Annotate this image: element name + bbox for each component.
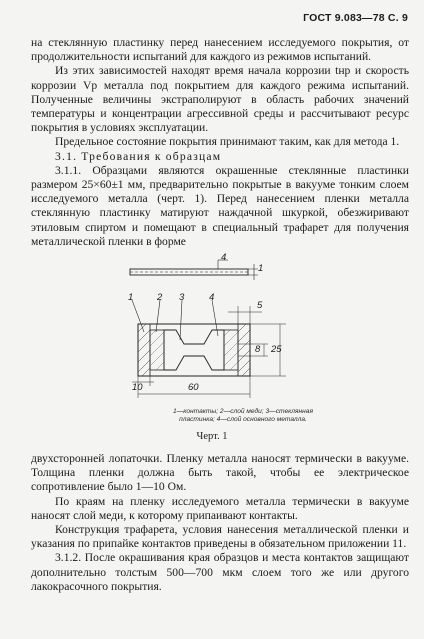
paragraph-stencil: Конструкция трафарета, условия нанесения металлической пленки и указания по припайке контактов приведены в обязательном приложении 11.	[31, 523, 409, 551]
figure-legend-line-2: пластинка; 4—слой основного металла.	[179, 416, 307, 423]
figure-label-4: 4	[209, 292, 215, 303]
specimen-drawing	[118, 252, 288, 402]
figure-label-2: 2	[157, 292, 163, 303]
paragraph-film: двухсторонней лопаточки. Пленку металла наносят термически в вакууме. Толщина пленки должна быть такой, чтобы ее электрическое сопротивление было 1—10 Ом.	[31, 452, 409, 494]
paragraph-limit-state: Предельное состояние покрытия принимают таким, как для метода 1.	[55, 135, 400, 149]
figure-legend	[138, 408, 348, 424]
bottom-text-block	[31, 452, 409, 594]
figure-label-1-side: 1	[258, 263, 264, 274]
figure-1-drawing	[118, 252, 288, 402]
figure-dim-10: 10	[132, 382, 143, 393]
figure-label-3: 3	[179, 292, 185, 303]
figure-dim-25: 25	[271, 344, 282, 355]
paragraph-copper: По краям на пленку исследуемого металла термически в вакууме наносят слой меди, к которому припаивают контакты.	[31, 494, 409, 522]
figure-dim-8: 8	[255, 344, 261, 355]
figure-dim-60: 60	[188, 382, 199, 393]
top-text-block	[31, 36, 409, 249]
figure-label-5: 5	[257, 300, 263, 311]
paragraph-corrosion: Из этих зависимостей находят время начала коррозии tнр и скорость коррозии Vp металла под покрытием для каждого режима испытаний. Полученные величины экстраполируют в область рабочих значений температуры и концентрации агрессивной среды и рассчитывают ресурс покрытия в условиях эксплуатации.	[31, 64, 409, 135]
figure-title: Черт. 1	[196, 431, 228, 442]
figure-label-4-top: 4	[221, 252, 227, 263]
paragraph-3-1-1: 3.1.1. Образцами являются окрашенные стеклянные пластинки размером 25×60±1 мм, предварительно покрытые в вакууме тонким слоем исследуемого металла (черт. 1). Перед нанесением пленки металла стеклянную пластинку матируют наждачной шкуркой, обезжиривают этиловым спиртом и помещают в специальный трафарет для получения металлической пленки в форме	[31, 163, 409, 248]
paragraph-continuation: на стеклянную пластинку перед нанесением исследуемого покрытия, от продолжительности испытаний для каждого из режимов испытаний.	[31, 36, 409, 64]
section-title: 3.1. Требования к образцам	[55, 149, 222, 163]
paragraph-3-1-2: 3.1.2. После окрашивания края образцов и места контактов защищают дополнительно толстым 500—700 мкм слоем того же или другого лакокрасочного покрытия.	[31, 551, 409, 593]
page-header: ГОСТ 9.083—78 С. 9	[303, 12, 408, 24]
figure-legend-line-1: 1—контакты; 2—слой меди; 3—стеклянная	[172, 408, 313, 415]
figure-label-1: 1	[128, 292, 134, 303]
